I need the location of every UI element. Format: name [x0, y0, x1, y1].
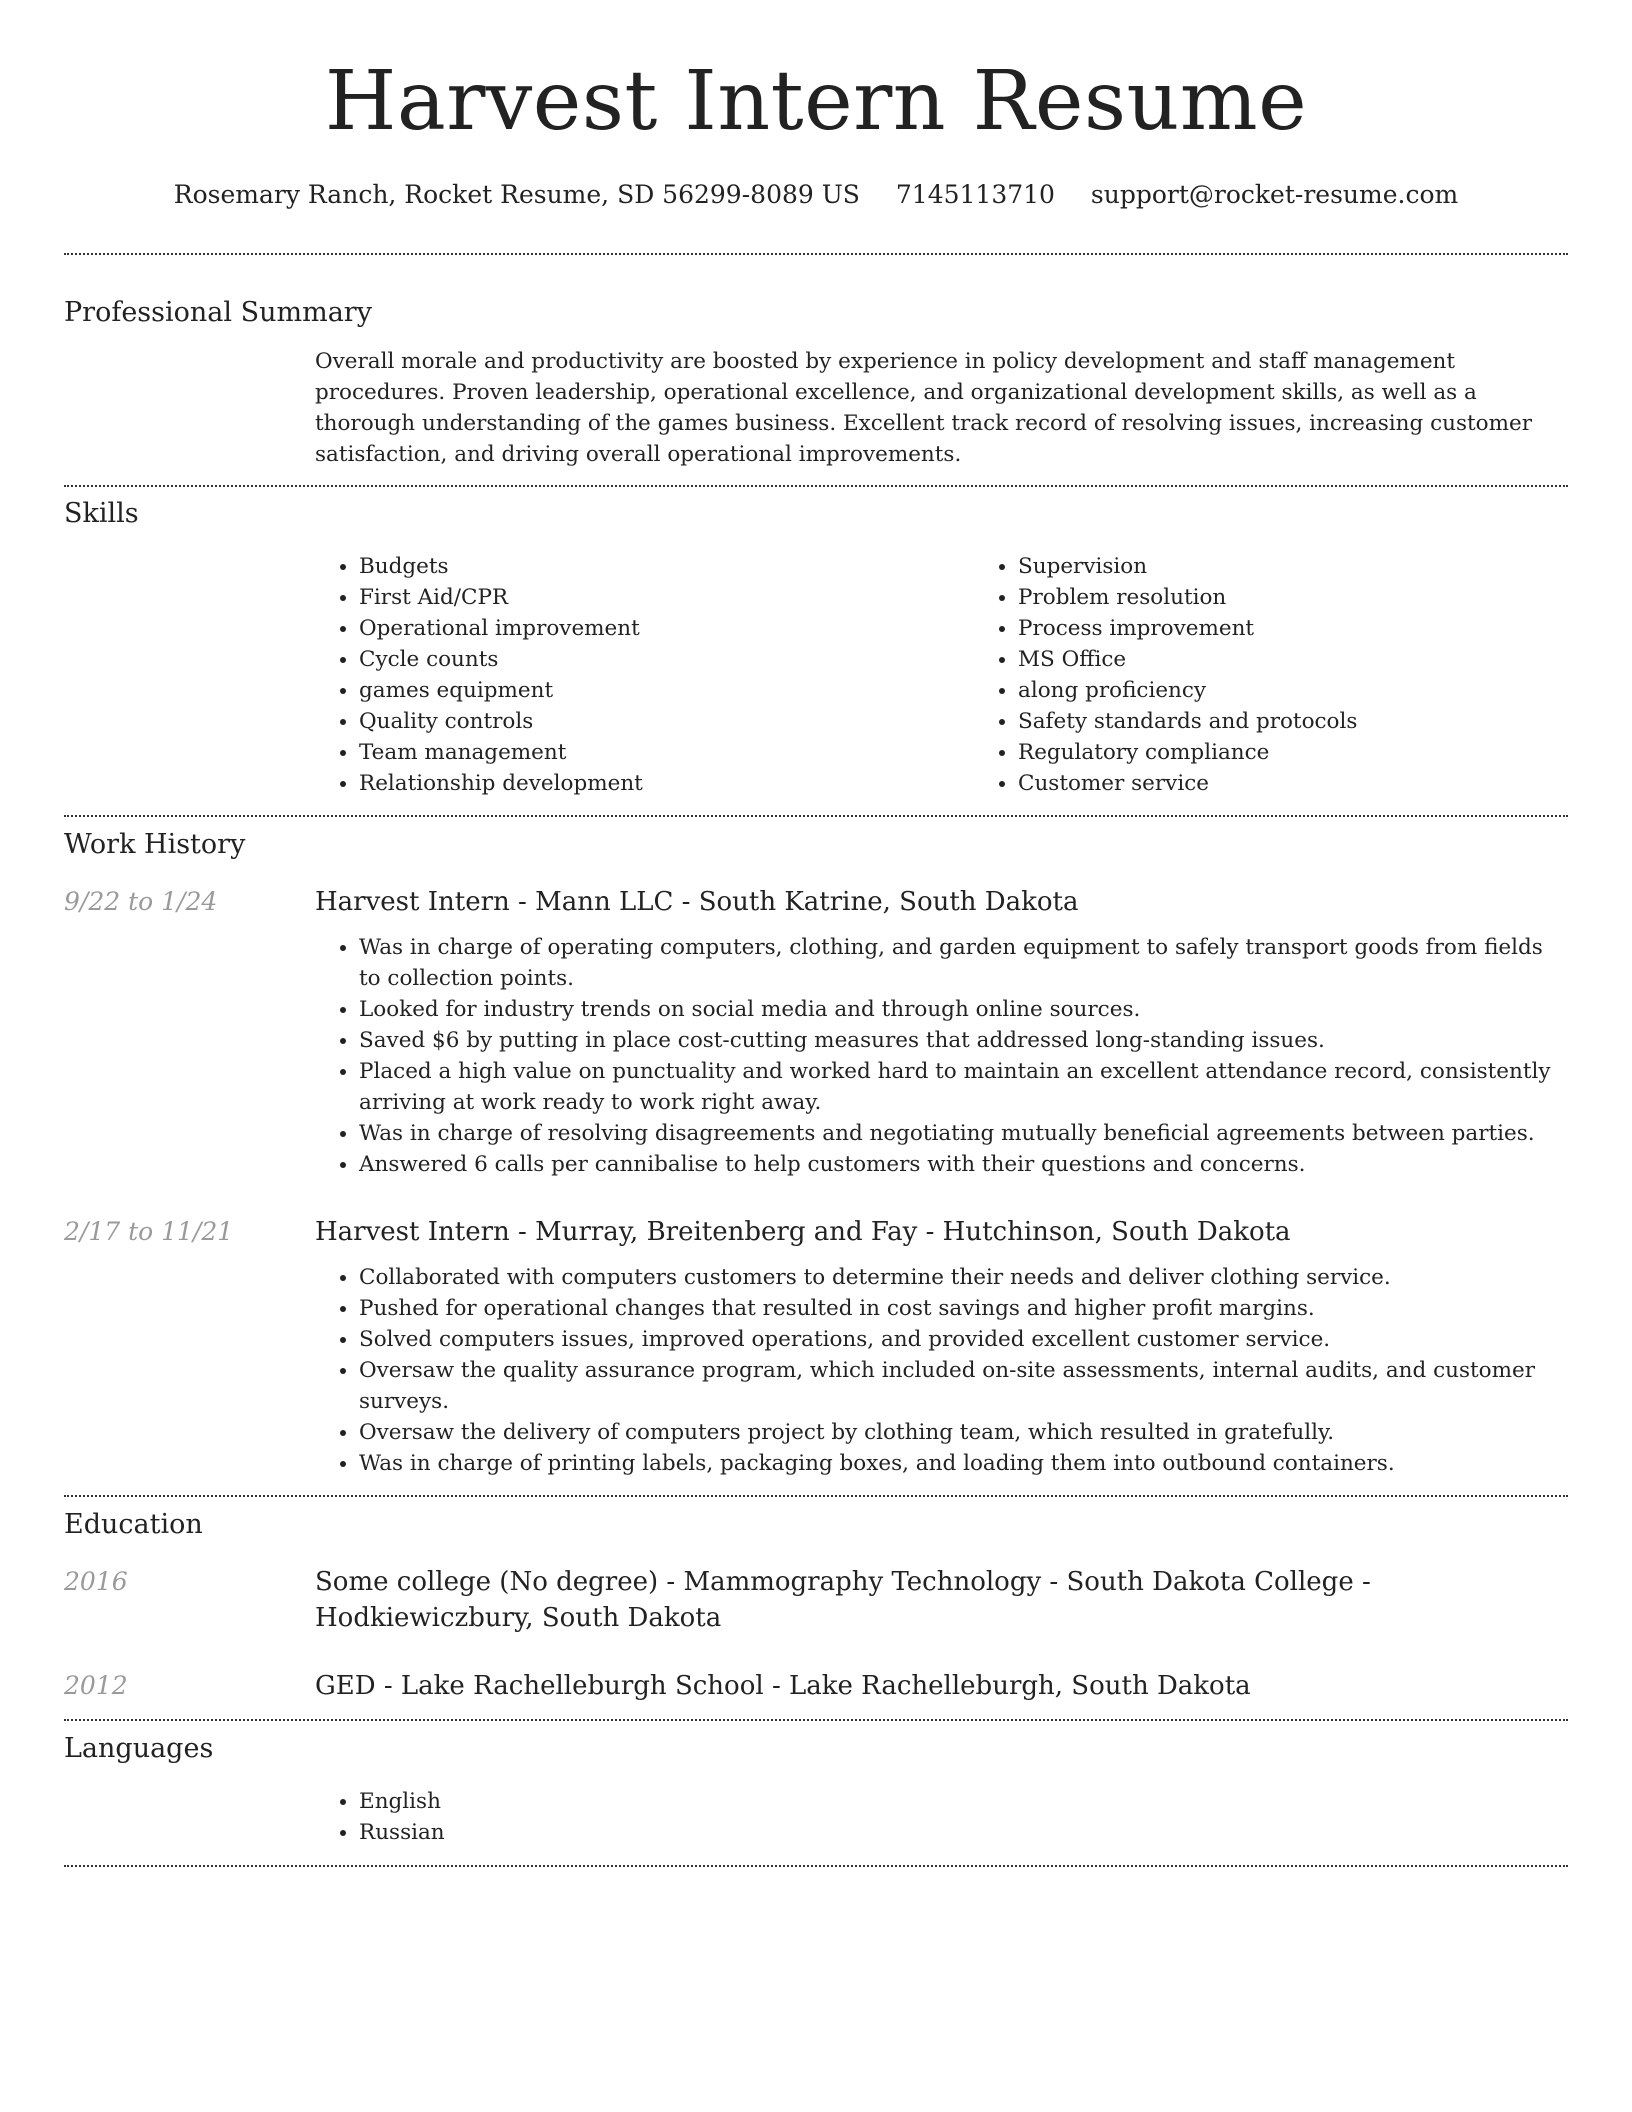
education-text: GED - Lake Rachelleburgh School - Lake Rachelleburgh, South Dakota [315, 1671, 1251, 1701]
list-item: • Cycle counts [359, 644, 974, 675]
contact-email: support@rocket-resume.com [1090, 180, 1459, 209]
job-heading: Harvest Intern - Mann LLC - South Katrine, South Dakota [315, 887, 1079, 917]
section-divider [64, 1865, 1568, 1867]
list-item: • along proficiency [1018, 675, 1632, 706]
list-item: • Looked for industry trends on social media and through online sources. [359, 994, 1568, 1025]
list-item: • First Aid/CPR [359, 582, 974, 613]
job-dates: 9/22 to 1/24 [64, 887, 218, 916]
summary-section [64, 295, 1568, 470]
job-bullets [315, 932, 1568, 1180]
job-dates: 2/17 to 11/21 [64, 1217, 234, 1246]
education-text: Some college (No degree) - Mammography Technology - South Dakota College - Hodkiewiczbury, South Dakota [315, 1567, 1371, 1633]
list-item: • Problem resolution [1018, 582, 1632, 613]
job-entry [64, 884, 1568, 1180]
work-section [64, 827, 1568, 1479]
section-divider [64, 815, 1568, 817]
job-entry [64, 1214, 1568, 1479]
list-item: • Budgets [359, 551, 974, 582]
contact-line [0, 178, 1632, 212]
job-bullets [315, 1262, 1568, 1479]
list-item: • Placed a high value on punctuality and worked hard to maintain an excellent attendance record, consistently arriving at work ready to work right away. [359, 1056, 1568, 1118]
section-divider [64, 485, 1568, 487]
section-divider [64, 1495, 1568, 1497]
list-item: • games equipment [359, 675, 974, 706]
contact-phone: 7145113710 [895, 180, 1055, 209]
section-divider [64, 1719, 1568, 1721]
skills-list-left [315, 551, 974, 799]
languages-list [315, 1786, 1568, 1848]
list-item: • Was in charge of resolving disagreements and negotiating mutually beneficial agreements between parties. [359, 1118, 1568, 1149]
job-heading: Harvest Intern - Murray, Breitenberg and Fay - Hutchinson, South Dakota [315, 1217, 1291, 1247]
list-item: • Relationship development [359, 768, 974, 799]
education-entry [64, 1668, 1568, 1704]
list-item: • Quality controls [359, 706, 974, 737]
list-item: • Was in charge of printing labels, packaging boxes, and loading them into outbound containers. [359, 1448, 1568, 1479]
list-item: • Supervision [1018, 551, 1632, 582]
section-divider [64, 253, 1568, 255]
education-entry [64, 1564, 1568, 1636]
education-title: Education [64, 1509, 203, 1540]
skills-list-right [974, 551, 1632, 799]
list-item: • Oversaw the quality assurance program, which included on-site assessments, internal audits, and customer surveys. [359, 1355, 1568, 1417]
education-year: 2012 [64, 1671, 128, 1700]
list-item: • Russian [359, 1817, 1568, 1848]
languages-title: Languages [64, 1733, 214, 1764]
work-title: Work History [64, 829, 246, 860]
list-item: • Oversaw the delivery of computers project by clothing team, which resulted in gratefully. [359, 1417, 1568, 1448]
contact-address: Rosemary Ranch, Rocket Resume, SD 56299-8089 US [173, 180, 860, 209]
list-item: • Safety standards and protocols [1018, 706, 1632, 737]
list-item: • Team management [359, 737, 974, 768]
education-year: 2016 [64, 1567, 128, 1596]
list-item: • Pushed for operational changes that resulted in cost savings and higher profit margins. [359, 1293, 1568, 1324]
list-item: • Customer service [1018, 768, 1632, 799]
skills-title: Skills [64, 498, 139, 529]
list-item: • Was in charge of operating computers, clothing, and garden equipment to safely transport goods from fields to collection points. [359, 932, 1568, 994]
list-item: • Operational improvement [359, 613, 974, 644]
list-item: • Regulatory compliance [1018, 737, 1632, 768]
list-item: • Saved $6 by putting in place cost-cutting measures that addressed long-standing issues. [359, 1025, 1568, 1056]
list-item: • English [359, 1786, 1568, 1817]
skills-section [64, 496, 1568, 799]
list-item: • Process improvement [1018, 613, 1632, 644]
resume-title: Harvest Intern Resume [324, 54, 1308, 149]
list-item: • Collaborated with computers customers to determine their needs and deliver clothing service. [359, 1262, 1568, 1293]
list-item: • MS Office [1018, 644, 1632, 675]
list-item: • Solved computers issues, improved operations, and provided excellent customer service. [359, 1324, 1568, 1355]
summary-title: Professional Summary [64, 297, 372, 328]
list-item: • Answered 6 calls per cannibalise to help customers with their questions and concerns. [359, 1149, 1568, 1180]
summary-text: Overall morale and productivity are boosted by experience in policy development and staff management procedures. Proven leadership, operational excellence, and organizational development skills, as well as a thorough understanding of the games business. Excellent track record of resolving issues, increasing customer satisfaction, and driving overall operational improvements. [315, 349, 1532, 467]
languages-section [64, 1731, 1568, 1848]
education-section [64, 1507, 1568, 1704]
